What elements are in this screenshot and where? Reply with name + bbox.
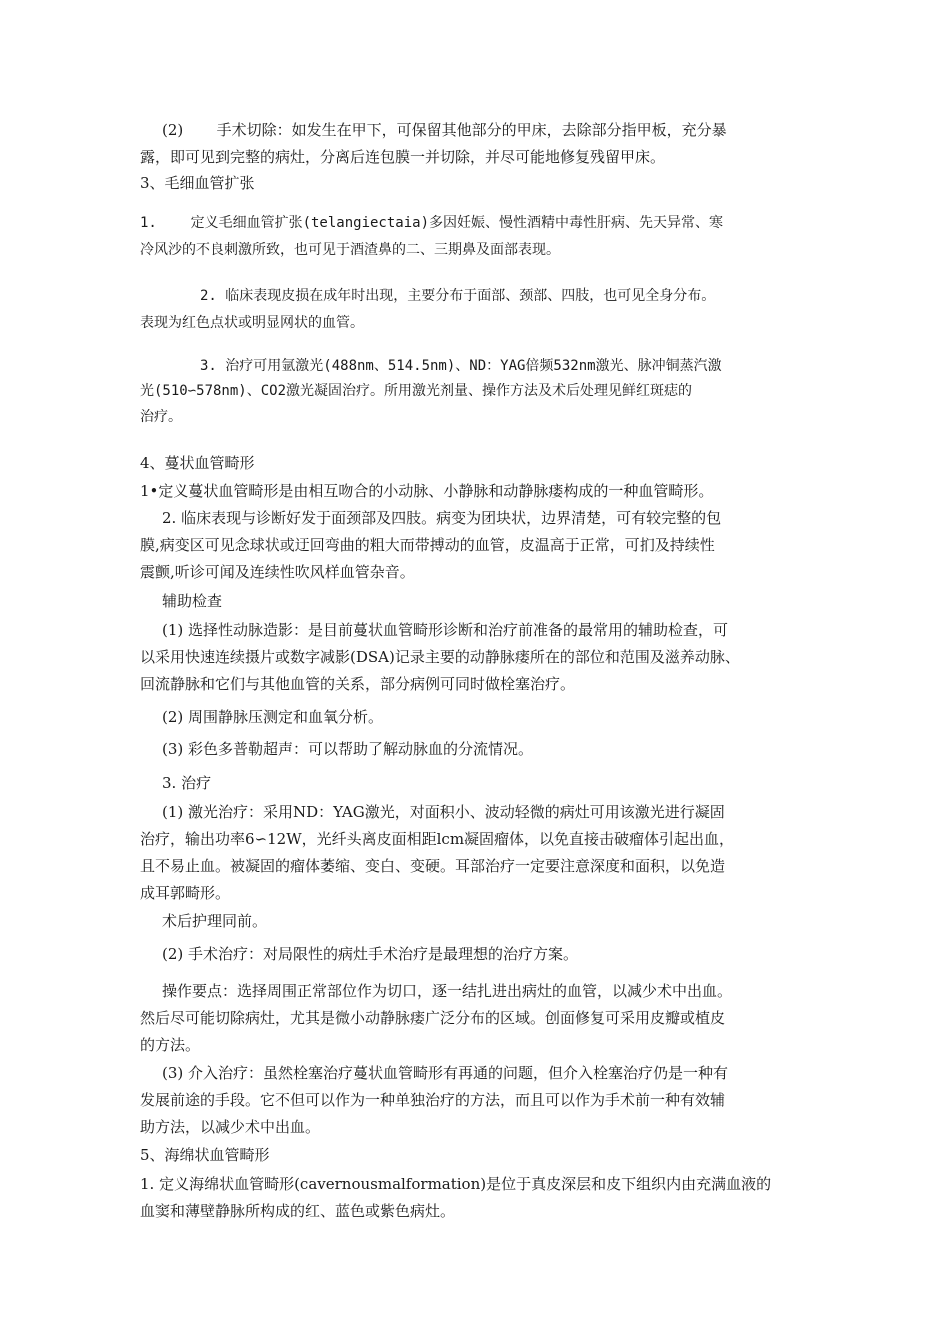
paragraph-line: 露，即可见到完整的病灶，分离后连包膜一并切除，并尽可能地修复残留甲床。 [140,148,666,166]
paragraph-line: 成耳郭畸形。 [140,884,231,902]
paragraph-line: (2) 手术切除：如发生在甲下，可保留其他部分的甲床，去除部分指甲板，充分暴 [162,121,727,139]
paragraph-line: 治疗。 [140,409,182,425]
paragraph-line: 的方法。 [140,1036,201,1054]
section-heading: 5、海绵状血管畸形 [140,1146,270,1164]
paragraph-line: 以采用快速连续摄片或数字减影(DSA)记录主要的动静脉瘘所在的部位和范围及滋养动脉、 [140,648,740,666]
paragraph-line: 然后尽可能切除病灶，尤其是微小动静脉瘘广泛分布的区域。创面修复可采用皮瓣或植皮 [140,1009,726,1027]
paragraph-line: 1. 定义毛细血管扩张(telangiectaia)多因妊娠、慢性酒精中毒性肝病、先天异常、寒 [140,215,724,231]
paragraph-line: 回流静脉和它们与其他血管的关系，部分病例可同时做栓塞治疗。 [140,675,576,693]
section-heading: 3、毛细血管扩张 [140,174,255,192]
paragraph-line: (2) 周围静脉压测定和血氧分析。 [162,708,384,726]
subheading: 3. 治疗 [162,774,212,792]
paragraph-line: (3) 彩色多普勒超声：可以帮助了解动脉血的分流情况。 [162,740,534,758]
paragraph-line: 震颤,听诊可闻及连续性吹风样血管杂音。 [140,563,415,581]
paragraph-line: 操作要点：选择周围正常部位作为切口，逐一结扎进出病灶的血管，以减少术中出血。 [162,982,733,1000]
paragraph-line: 治疗，输出功率6∽12W，光纤头离皮面相距lcm凝固瘤体，以免直接击破瘤体引起出血， [140,830,735,848]
paragraph-line: (3) 介入治疗：虽然栓塞治疗蔓状血管畸形有再通的问题，但介入栓塞治疗仍是一种有 [162,1064,729,1082]
paragraph-line: 发展前途的手段。它不但可以作为一种单独治疗的方法，而且可以作为手术前一种有效辅 [140,1091,726,1109]
paragraph-line: 表现为红色点状或明显网状的血管。 [140,315,364,331]
paragraph-line: (1) 选择性动脉造影：是目前蔓状血管畸形诊断和治疗前准备的最常用的辅助检查，可 [162,621,729,639]
paragraph-line: (1) 激光治疗：采用ND：YAG激光，对面积小、波动轻微的病灶可用该激光进行凝固 [162,803,725,821]
paragraph-line: 且不易止血。被凝固的瘤体萎缩、变白、变硬。耳部治疗一定要注意深度和面积，以免造 [140,857,726,875]
paragraph-line: 3. 治疗可用氩激光(488nm、514.5nm)、ND：YAG倍频532nm激光、脉冲铜蒸汽激 [200,358,722,374]
paragraph-line: 光(510∽578nm)、CO2激光凝固治疗。所用激光剂量、操作方法及术后处理见鲜红斑痣的 [140,383,693,399]
subheading: 辅助检查 [162,592,223,610]
paragraph-line: 1. 定义海绵状血管畸形(cavernousmalformation)是位于真皮深层和皮下组织内由充满血液的 [140,1175,772,1193]
paragraph-line: 术后护理同前。 [162,912,268,930]
paragraph-line: 2. 临床表现与诊断好发于面颈部及四肢。病变为团块状，边界清楚，可有较完整的包 [162,509,722,527]
paragraph-line: 血窦和薄壁静脉所构成的红、蓝色或紫色病灶。 [140,1202,456,1220]
section-heading: 4、蔓状血管畸形 [140,454,255,472]
paragraph-line: 冷风沙的不良刺激所致，也可见于酒渣鼻的二、三期鼻及面部表现。 [140,242,560,258]
paragraph-line: 助方法，以减少术中出血。 [140,1118,321,1136]
paragraph-line: 1•定义蔓状血管畸形是由相互吻合的小动脉、小静脉和动静脉瘘构成的一种血管畸形。 [140,482,714,500]
paragraph-line: (2) 手术治疗：对局限性的病灶手术治疗是最理想的治疗方案。 [162,945,579,963]
paragraph-line: 2. 临床表现皮损在成年时出现，主要分布于面部、颈部、四肢，也可见全身分布。 [200,288,716,304]
paragraph-line: 膜,病变区可见念球状或迂回弯曲的粗大而带搏动的血管，皮温高于正常，可扪及持续性 [140,536,715,554]
